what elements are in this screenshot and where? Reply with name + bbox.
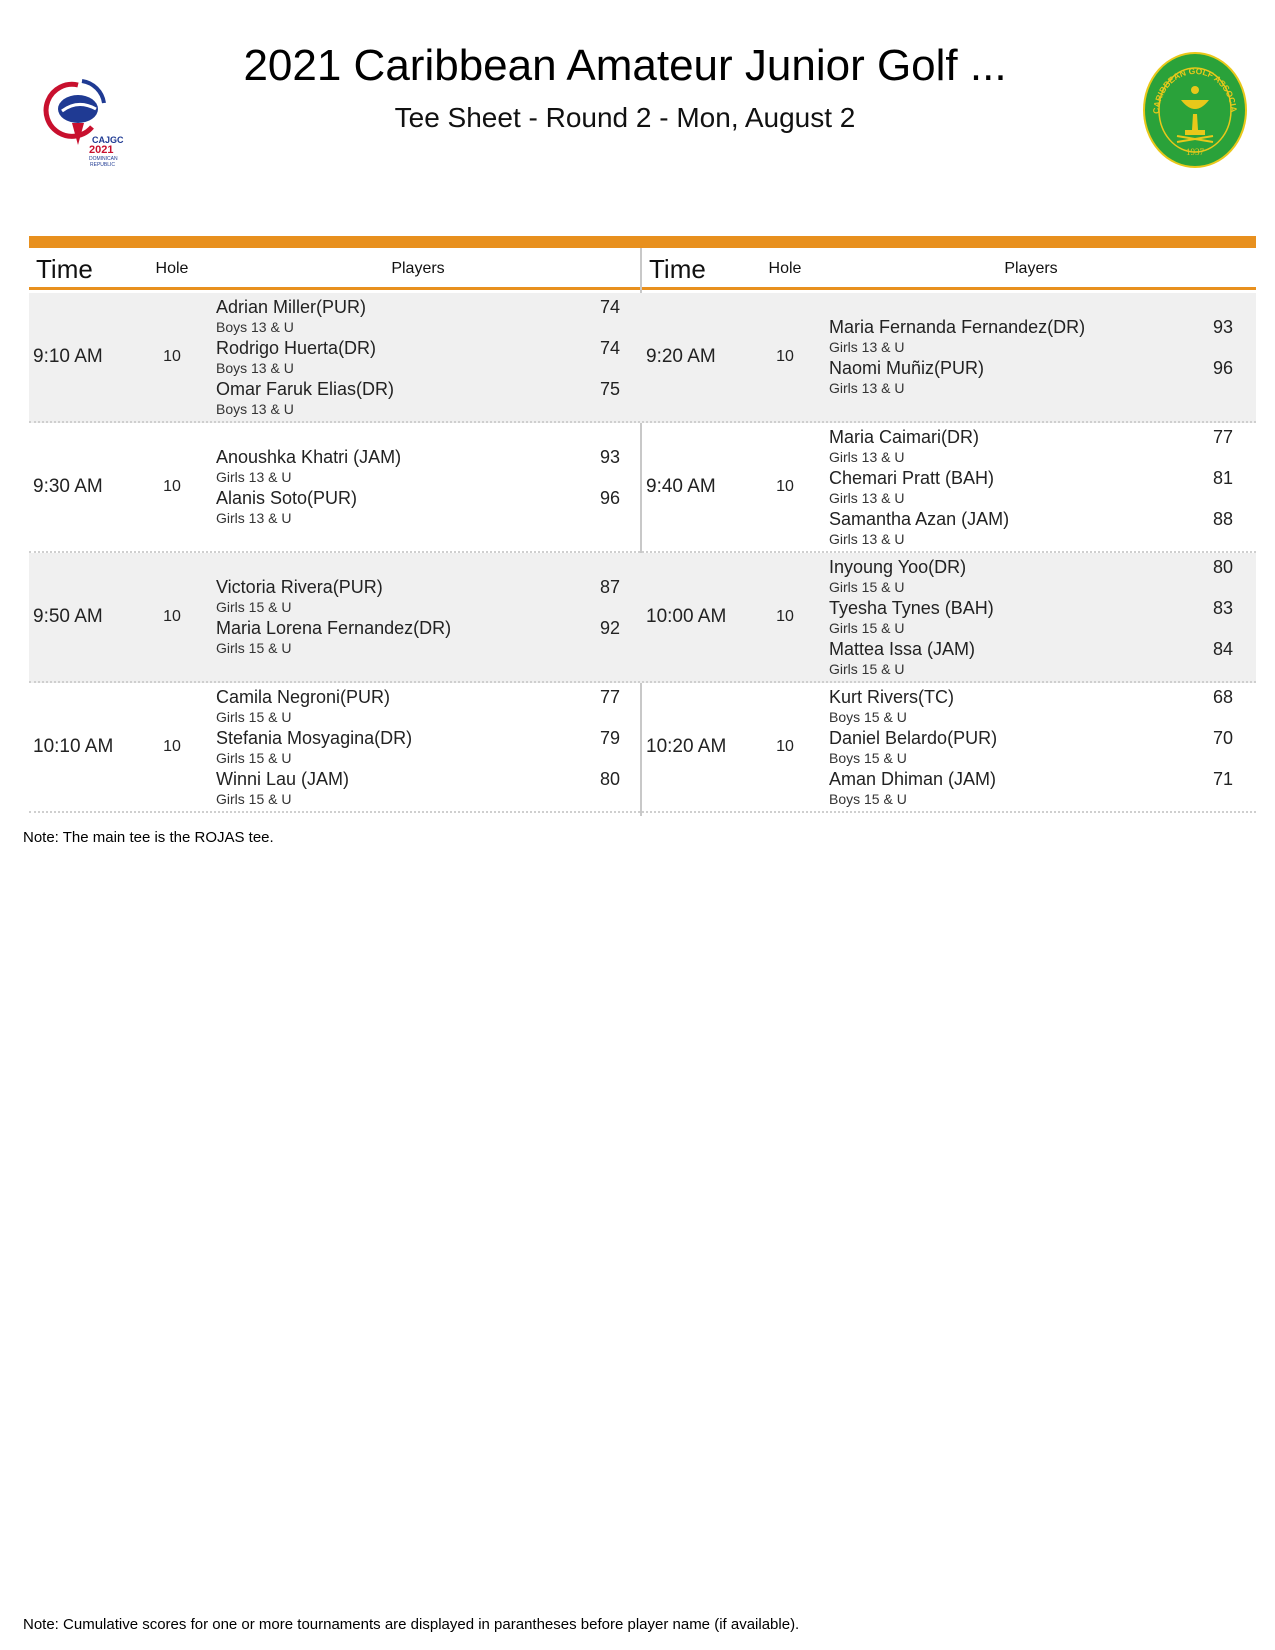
player-division: Girls 13 & U bbox=[829, 489, 905, 506]
column-header-time: Time bbox=[36, 254, 93, 284]
player-entry bbox=[829, 316, 1233, 357]
player-score: 71 bbox=[1212, 768, 1233, 789]
player-name: Maria Fernanda Fernandez(DR) bbox=[829, 317, 1086, 337]
starting-hole: 10 bbox=[163, 478, 181, 495]
player-division: Girls 15 & U bbox=[829, 660, 905, 677]
player-list bbox=[216, 423, 620, 551]
player-entry bbox=[216, 296, 620, 337]
player-score: 81 bbox=[1212, 467, 1233, 488]
player-entry bbox=[829, 426, 1233, 467]
tee-time-group bbox=[642, 293, 1253, 421]
caribbean-golf-association-seal-icon bbox=[1143, 52, 1247, 168]
tee-time-row bbox=[29, 683, 1256, 813]
player-division: Girls 15 & U bbox=[216, 708, 292, 725]
starting-hole: 10 bbox=[776, 348, 794, 365]
player-entry bbox=[216, 487, 620, 528]
player-entry bbox=[829, 508, 1233, 549]
player-score: 96 bbox=[1212, 358, 1233, 378]
player-name: Maria Caimari(DR) bbox=[829, 426, 980, 447]
player-division: Girls 13 & U bbox=[829, 380, 905, 396]
svg-text:CAJGC: CAJGC bbox=[92, 135, 124, 145]
player-name: Rodrigo Huerta(DR) bbox=[216, 337, 377, 358]
column-header-hole: Hole bbox=[155, 260, 189, 277]
player-division: Girls 15 & U bbox=[216, 749, 292, 766]
svg-text:DOMINICAN: DOMINICAN bbox=[89, 156, 118, 162]
player-division: Girls 15 & U bbox=[216, 790, 292, 807]
player-score: 77 bbox=[599, 686, 620, 707]
player-division: Girls 15 & U bbox=[216, 599, 292, 615]
player-name: Winni Lau (JAM) bbox=[216, 768, 350, 789]
tee-time: 9:30 AM bbox=[33, 476, 103, 497]
player-division: Boys 13 & U bbox=[216, 318, 294, 335]
player-entry bbox=[216, 768, 620, 809]
page-title: 2021 Caribbean Amateur Junior Golf ... bbox=[243, 41, 1007, 90]
column-header-players: Players bbox=[391, 260, 445, 277]
player-score: 93 bbox=[599, 447, 620, 467]
cajgc-2021-logo-icon bbox=[22, 45, 132, 175]
starting-hole: 10 bbox=[163, 608, 181, 625]
player-score: 87 bbox=[599, 577, 620, 597]
player-division: Girls 13 & U bbox=[829, 448, 905, 465]
column-header-hole: Hole bbox=[768, 260, 802, 277]
player-score: 93 bbox=[1212, 317, 1233, 337]
player-score: 79 bbox=[599, 727, 620, 748]
player-name: Alanis Soto(PUR) bbox=[216, 488, 358, 508]
tee-time: 9:50 AM bbox=[33, 606, 103, 627]
tee-time-group bbox=[29, 553, 640, 681]
tee-time-group bbox=[29, 423, 640, 551]
player-name: Mattea Issa (JAM) bbox=[829, 638, 976, 659]
player-list bbox=[216, 293, 620, 421]
player-entry bbox=[216, 727, 620, 768]
player-score: 74 bbox=[599, 337, 620, 358]
tee-time-group bbox=[642, 683, 1253, 811]
tee-time-group bbox=[29, 293, 640, 421]
player-entry bbox=[829, 768, 1233, 809]
starting-hole: 10 bbox=[163, 738, 181, 755]
player-division: Girls 13 & U bbox=[829, 339, 905, 355]
player-name: Samantha Azan (JAM) bbox=[829, 508, 1010, 529]
starting-hole: 10 bbox=[163, 348, 181, 365]
player-division: Girls 13 & U bbox=[216, 469, 292, 485]
player-score: 96 bbox=[599, 488, 620, 508]
cumulative-note: Note: Cumulative scores for one or more tournaments are displayed in parantheses before player name (if available). bbox=[23, 1616, 800, 1633]
player-name: Camila Negroni(PUR) bbox=[216, 686, 391, 707]
tee-time: 9:10 AM bbox=[33, 346, 103, 367]
svg-text:CARIBBEAN GOLF ASSOCIATION: CARIBBEAN GOLF ASSOCIA bbox=[1150, 65, 1239, 115]
player-division: Girls 13 & U bbox=[216, 510, 292, 526]
tee-time: 10:10 AM bbox=[33, 736, 114, 757]
tee-time: 10:20 AM bbox=[646, 736, 727, 757]
player-division: Boys 15 & U bbox=[829, 790, 907, 807]
player-list bbox=[216, 553, 620, 681]
tee-time-row bbox=[29, 553, 1256, 683]
tee-time: 9:40 AM bbox=[646, 476, 716, 497]
player-division: Girls 13 & U bbox=[829, 530, 905, 547]
player-division: Boys 13 & U bbox=[216, 400, 294, 417]
player-name: Anoushka Khatri (JAM) bbox=[216, 447, 402, 467]
player-list bbox=[829, 293, 1233, 421]
player-name: Naomi Muñiz(PUR) bbox=[829, 358, 985, 378]
tee-time-group bbox=[642, 553, 1253, 681]
player-name: Victoria Rivera(PUR) bbox=[216, 577, 383, 597]
player-score: 68 bbox=[1212, 686, 1233, 707]
player-division: Girls 15 & U bbox=[829, 578, 905, 595]
player-list bbox=[829, 423, 1233, 551]
player-entry bbox=[829, 597, 1233, 638]
player-name: Chemari Pratt (BAH) bbox=[829, 467, 995, 488]
player-entry bbox=[216, 378, 620, 419]
player-score: 83 bbox=[1212, 597, 1233, 618]
player-score: 80 bbox=[599, 768, 620, 789]
starting-hole: 10 bbox=[776, 478, 794, 495]
player-entry bbox=[829, 467, 1233, 508]
player-score: 70 bbox=[1212, 727, 1233, 748]
player-list bbox=[216, 683, 620, 811]
starting-hole: 10 bbox=[776, 738, 794, 755]
player-name: Adrian Miller(PUR) bbox=[216, 296, 367, 317]
svg-text:1937: 1937 bbox=[1186, 147, 1204, 157]
player-name: Inyoung Yoo(DR) bbox=[829, 556, 967, 577]
player-division: Girls 15 & U bbox=[829, 619, 905, 636]
player-score: 84 bbox=[1212, 638, 1233, 659]
starting-hole: 10 bbox=[776, 608, 794, 625]
player-entry bbox=[829, 357, 1233, 398]
player-entry bbox=[216, 686, 620, 727]
player-score: 74 bbox=[599, 296, 620, 317]
player-list bbox=[829, 683, 1233, 811]
page-subtitle: Tee Sheet - Round 2 - Mon, August 2 bbox=[394, 102, 856, 133]
player-entry bbox=[829, 638, 1233, 679]
player-score: 75 bbox=[599, 378, 620, 399]
player-name: Stefania Mosyagina(DR) bbox=[216, 727, 413, 748]
player-score: 92 bbox=[599, 618, 620, 638]
tee-time: 10:00 AM bbox=[646, 606, 727, 627]
player-division: Girls 15 & U bbox=[216, 640, 292, 656]
column-header-row bbox=[29, 248, 1256, 290]
player-score: 80 bbox=[1212, 556, 1233, 577]
player-division: Boys 15 & U bbox=[829, 708, 907, 725]
player-name: Maria Lorena Fernandez(DR) bbox=[216, 618, 452, 638]
player-division: Boys 13 & U bbox=[216, 359, 294, 376]
column-header-time: Time bbox=[649, 254, 706, 284]
player-entry bbox=[216, 446, 620, 487]
header-accent-bar bbox=[29, 236, 1256, 248]
player-score: 88 bbox=[1212, 508, 1233, 529]
player-name: Kurt Rivers(TC) bbox=[829, 686, 954, 707]
player-name: Daniel Belardo(PUR) bbox=[829, 727, 998, 748]
tee-time-row bbox=[29, 423, 1256, 553]
svg-text:2021: 2021 bbox=[89, 144, 114, 156]
player-name: Aman Dhiman (JAM) bbox=[829, 768, 997, 789]
player-entry bbox=[216, 617, 620, 658]
tee-time: 9:20 AM bbox=[646, 346, 716, 367]
tee-time-group bbox=[29, 683, 640, 811]
player-entry bbox=[216, 337, 620, 378]
tee-time-group bbox=[642, 423, 1253, 551]
svg-text:REPUBLIC: REPUBLIC bbox=[90, 162, 116, 168]
player-name: Tyesha Tynes (BAH) bbox=[829, 597, 994, 618]
player-name: Omar Faruk Elias(DR) bbox=[216, 378, 395, 399]
tee-note: Note: The main tee is the ROJAS tee. bbox=[23, 829, 274, 846]
player-entry bbox=[829, 556, 1233, 597]
player-score: 77 bbox=[1212, 426, 1233, 447]
player-entry bbox=[216, 576, 620, 617]
column-header-players: Players bbox=[1004, 260, 1058, 277]
player-division: Boys 15 & U bbox=[829, 749, 907, 766]
player-list bbox=[829, 553, 1233, 681]
tee-time-row bbox=[29, 293, 1256, 423]
player-entry bbox=[829, 727, 1233, 768]
player-entry bbox=[829, 686, 1233, 727]
